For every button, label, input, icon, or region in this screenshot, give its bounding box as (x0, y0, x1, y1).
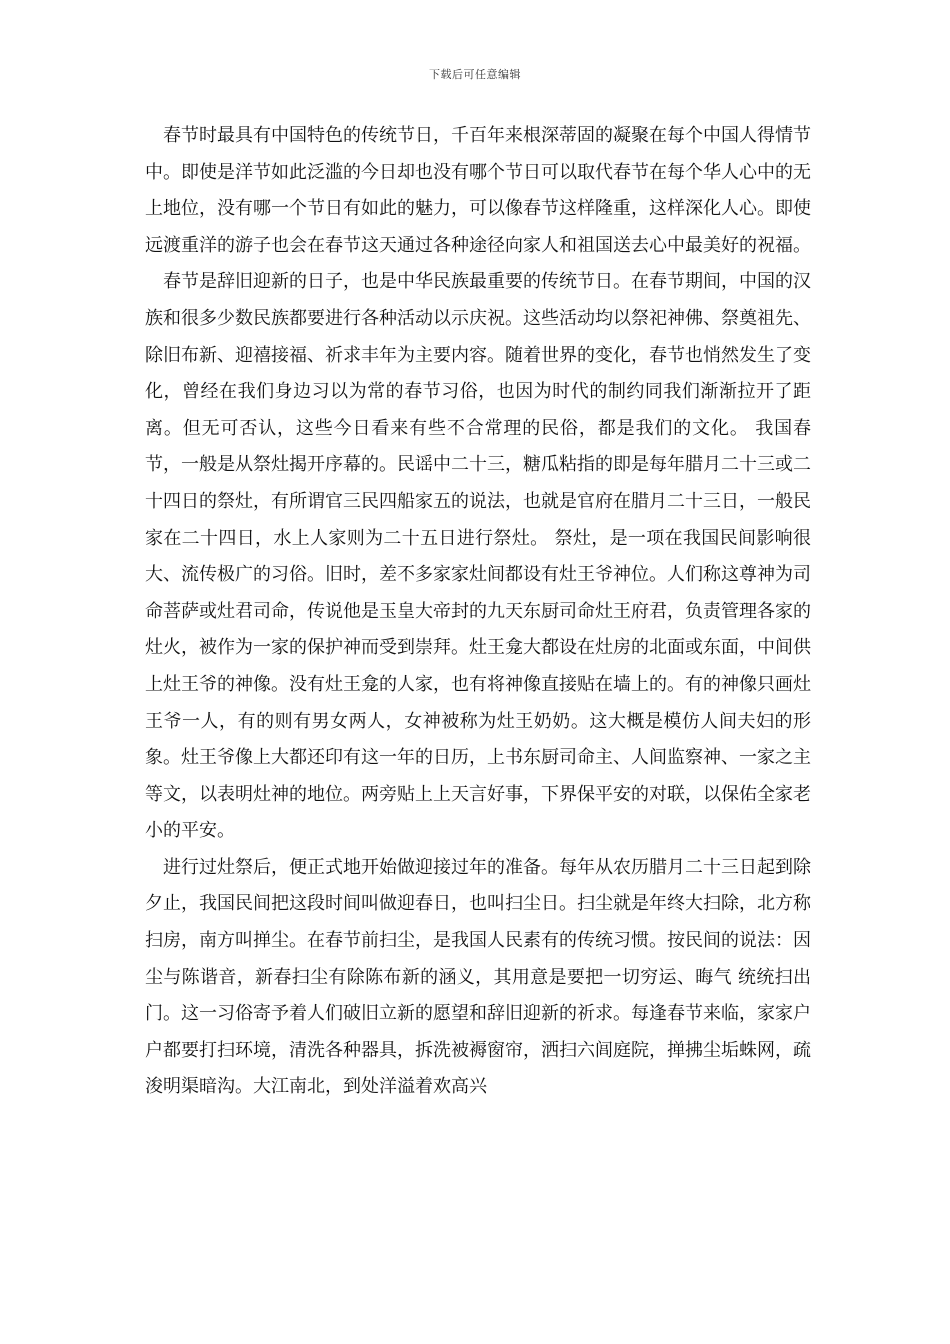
header-note: 下载后可任意编辑 (429, 68, 521, 81)
paragraph-3: 进行过灶祭后，便正式地开始做迎接过年的准备。每年从农历腊月二十三日起到除夕止，我国民间把这段时间叫做迎春日，也叫扫尘日。扫尘就是年终大扫除，北方称扫房，南方叫掸尘。在春节前扫尘，是我国人民素有的传统习惯。按民间的说法：因尘与陈谐音，新春扫尘有除陈布新的涵义，其用意是要把一切穷运、晦气 统统扫出门。这一习俗寄予着人们破旧立新的愿望和辞旧迎新的祈求。每逢春节来临，家家户户都要打扫环境，清洗各种器具，拆洗被褥窗帘，洒扫六闾庭院，掸拂尘垢蛛网，疏浚明渠暗沟。大江南北，到处洋溢着欢高兴 (145, 856, 811, 1098)
document-body (145, 118, 811, 1106)
paragraph-1: 春节时最具有中国特色的传统节日，千百年来根深蒂固的凝聚在每个中国人得情节中。即使是洋节如此泛滥的今日却也没有哪个节日可以取代春节在每个华人心中的无上地位，没有哪一个节日有如此的魅力，可以像春节这样隆重，这样深化人心。即使远渡重洋的游子也会在春节这天通过各种途径向家人和祖国送去心中最美好的祝福。 (145, 125, 811, 256)
paragraph-2: 春节是辞旧迎新的日子，也是中华民族最重要的传统节日。在春节期间，中国的汉族和很多少数民族都要进行各种活动以示庆祝。这些活动均以祭祀神佛、祭奠祖先、除旧布新、迎禧接福、祈求丰年为主要内容。随着世界的变化，春节也悄然发生了变化，曾经在我们身边习以为常的春节习俗，也因为时代的制约同我们渐渐拉开了距离。但无可否认，这些今日看来有些不合常理的民俗，都是我们的文化。 我国春节，一般是从祭灶揭开序幕的。民谣中二十三，糖瓜粘指的即是每年腊月二十三或二十四日的祭灶，有所谓官三民四船家五的说法，也就是官府在腊月二十三日，一般民家在二十四日，水上人家则为二十五日进行祭灶。 祭灶，是一项在我国民间影响很大、流传极广的习俗。旧时，差不多家家灶间都设有灶王爷神位。人们称这尊神为司命菩萨或灶君司命，传说他是玉皇大帝封的九天东厨司命灶王府君，负责管理各家的灶火，被作为一家的保护神而受到崇拜。灶王龛大都设在灶房的北面或东面，中间供上灶王爷的神像。没有灶王龛的人家，也有将神像直接贴在墙上的。有的神像只画灶王爷一人，有的则有男女两人，女神被称为灶王奶奶。这大概是模仿人间夫妇的形象。灶王爷像上大都还印有这一年的日历，上书东厨司命主、人间监察神、一家之主等文，以表明灶神的地位。两旁贴上上天言好事，下界保平安的对联，以保佑全家老小的平安。 (145, 271, 811, 842)
